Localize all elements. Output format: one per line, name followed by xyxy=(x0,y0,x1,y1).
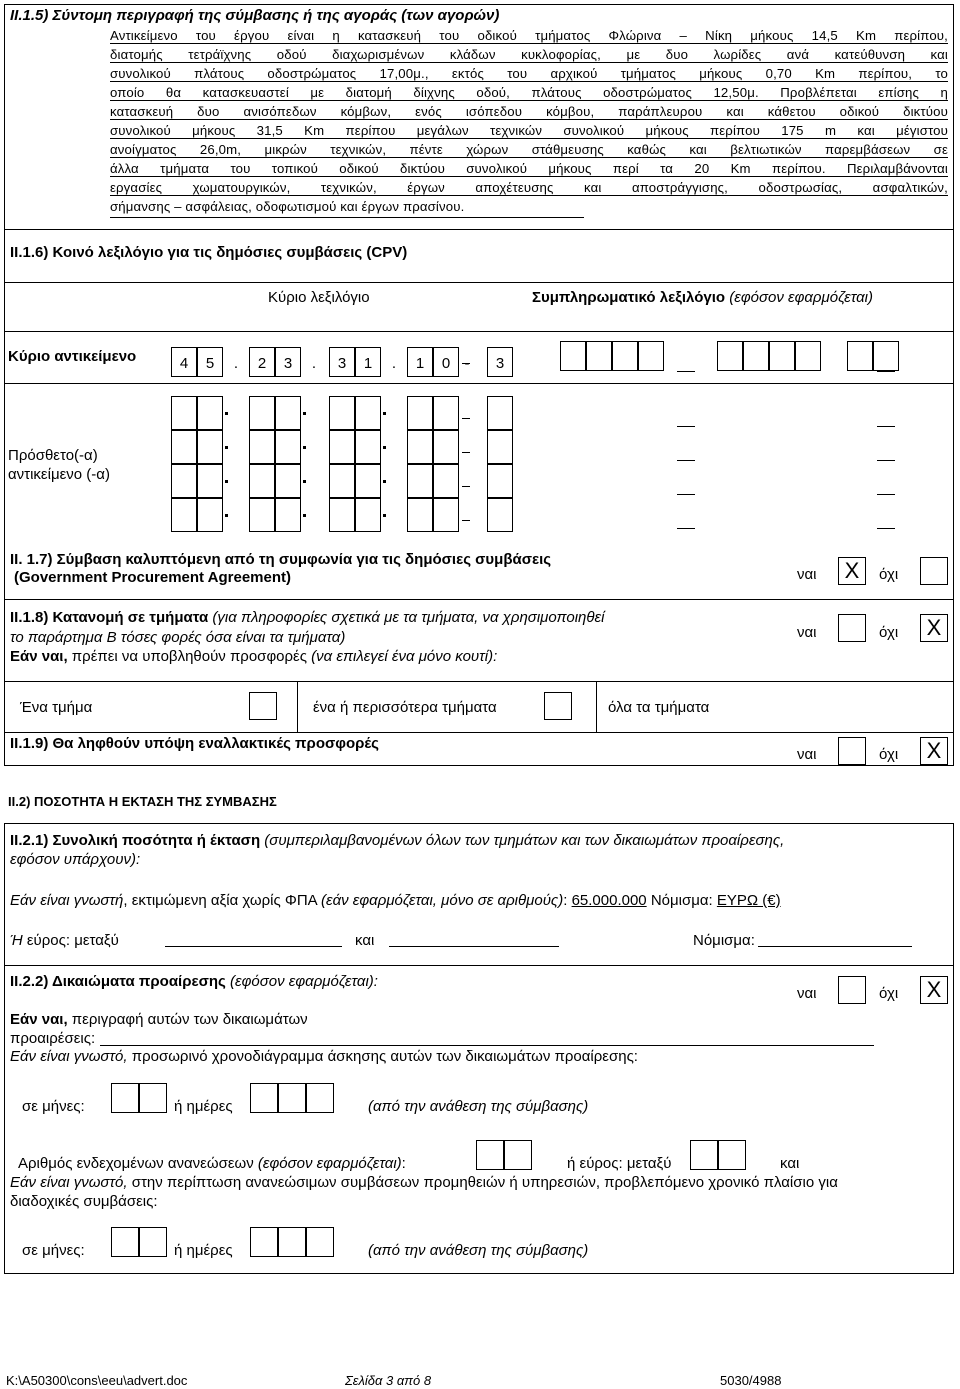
renewals-label: Αριθμός ενδεχομένων ανανεώσεων xyxy=(18,1155,258,1172)
or-days-label: ή ημέρες xyxy=(174,1098,233,1115)
supp-cpv-box[interactable] xyxy=(769,341,795,371)
section-title-ii-1-9: ΙΙ.1.9) Θα ληφθούν υπόψη εναλλακτικές προσφορές xyxy=(10,735,379,752)
no-label: όχι xyxy=(879,566,899,583)
months-box-1[interactable] xyxy=(111,1227,139,1257)
variants-yes-checkbox[interactable] xyxy=(838,737,866,765)
divider xyxy=(4,599,954,600)
section-title-ii-1-5: ΙΙ.1.5) Σύντομη περιγραφή της σύμβασης ή της αγοράς (των αγορών) xyxy=(10,7,500,24)
currency-value: ΕΥΡΩ (€) xyxy=(716,892,781,909)
estimated-value-note: (εάν εφαρμόζεται, μόνο σε αριθμούς) xyxy=(321,892,564,909)
section-ii-2-1-line1 xyxy=(10,832,784,849)
cpv-dash xyxy=(677,460,695,461)
section-title-ii-1-8: ΙΙ.1.8) Κατανομή σε τμήματα xyxy=(10,609,209,626)
additional-cpv-box[interactable] xyxy=(197,464,223,498)
section-ii-1-8-line3 xyxy=(10,648,497,665)
if-known-label: Εάν είναι γνωστό, xyxy=(10,1048,128,1065)
one-or-more-lots-label: ένα ή περισσότερα τμήματα xyxy=(313,699,497,716)
additional-cpv-box[interactable] xyxy=(171,464,197,498)
divider xyxy=(4,229,954,230)
months-box-2[interactable] xyxy=(139,1083,167,1113)
additional-cpv-box[interactable] xyxy=(487,430,513,464)
yes-label: ναι xyxy=(797,624,817,641)
months-label: σε μήνες: xyxy=(22,1242,85,1259)
days-box-2[interactable] xyxy=(278,1227,306,1257)
cpv-digit: 4 xyxy=(179,355,189,372)
days-box-3[interactable] xyxy=(306,1083,334,1113)
underline xyxy=(110,119,948,120)
cpv-digit: . xyxy=(233,355,239,372)
main-object-label: Κύριο αντικείμενο xyxy=(8,348,137,365)
additional-object-label-1: Πρόσθετο(-α) xyxy=(8,447,98,464)
additional-cpv-box[interactable] xyxy=(433,464,459,498)
one-or-more-lots-checkbox[interactable] xyxy=(544,692,572,720)
gpa-no-checkbox[interactable] xyxy=(920,557,948,585)
section-title-ii-1-6: ΙΙ.1.6) Κοινό λεξιλόγιο για τις δημόσιες συμβάσεις (CPV) xyxy=(10,244,408,261)
cpv-digit: 3 xyxy=(283,355,293,372)
underline xyxy=(110,217,584,218)
additional-cpv-box[interactable] xyxy=(355,464,381,498)
lots-col-divider xyxy=(596,681,597,733)
additional-cpv-box[interactable] xyxy=(433,498,459,532)
months-box-1[interactable] xyxy=(111,1083,139,1113)
section-ii-2-2-line1 xyxy=(10,973,378,990)
cpv-digit: . xyxy=(391,355,397,372)
and-label: και xyxy=(780,1155,800,1172)
range-box-2[interactable] xyxy=(718,1140,746,1170)
underline xyxy=(110,138,948,139)
supp-cpv-box[interactable] xyxy=(847,341,873,371)
range-to-field[interactable] xyxy=(389,946,559,947)
description-line: κατασκευή δυο ανισόπεδων κόμβων, ενός ισόπεδου κόμβου, παράπλευρου και κάθετου οδικού δικτύου xyxy=(110,104,948,119)
hyphen xyxy=(462,363,470,364)
section-title-ii-2-1: ΙΙ.2.1) Συνολική ποσότητα ή έκταση xyxy=(10,832,261,849)
main-vocab-header: Κύριο λεξιλόγιο xyxy=(268,289,370,306)
one-lot-label: Ένα τμήμα xyxy=(20,699,93,716)
if-known-label: Εάν είναι γνωστό, xyxy=(10,1174,128,1191)
currency-field[interactable] xyxy=(758,946,912,947)
no-label: όχι xyxy=(879,985,899,1002)
all-lots-label: όλα τα τμήματα xyxy=(608,699,710,716)
dot xyxy=(383,408,386,415)
one-lot-checkbox[interactable] xyxy=(249,692,277,720)
dot xyxy=(303,408,306,415)
additional-cpv-box[interactable] xyxy=(197,396,223,430)
cpv-dash xyxy=(677,494,695,495)
additional-cpv-box[interactable] xyxy=(355,498,381,532)
or-days-label: ή ημέρες xyxy=(174,1242,233,1259)
additional-cpv-box[interactable] xyxy=(171,430,197,464)
options-description-label: περιγραφή αυτών των δικαιωμάτων xyxy=(67,1011,308,1028)
additional-cpv-box[interactable] xyxy=(487,498,513,532)
supp-cpv-box[interactable] xyxy=(638,341,664,371)
cpv-digit: - xyxy=(464,355,470,372)
additional-cpv-box[interactable] xyxy=(487,464,513,498)
description-line: σήμανσης – ασφάλειας, οδοφωτισμού και έργων πρασίνου. xyxy=(110,199,465,214)
underline xyxy=(110,176,948,177)
gpa-yes-checkbox[interactable]: X xyxy=(838,557,866,585)
additional-cpv-box[interactable] xyxy=(275,498,301,532)
additional-cpv-box[interactable] xyxy=(249,396,275,430)
footer-path: K:\A50300\cons\eeu\advert.doc xyxy=(6,1373,188,1388)
days-box-2[interactable] xyxy=(278,1083,306,1113)
supp-vocab-note: (εφόσον εφαρμόζεται) xyxy=(729,289,873,306)
hyphen xyxy=(462,418,470,419)
months-label: σε μήνες: xyxy=(22,1098,85,1115)
range-box-1[interactable] xyxy=(690,1140,718,1170)
total-quantity-note: (συμπεριλαμβανομένων όλων των τμημάτων και των δικαιωμάτων προαίρεσης, xyxy=(264,832,785,849)
additional-object-label-2: αντικείμενο (-α) xyxy=(8,466,110,483)
successive-contracts-label-2: διαδοχικές συμβάσεις: xyxy=(10,1193,158,1210)
hyphen xyxy=(462,486,470,487)
dot xyxy=(303,510,306,517)
additional-cpv-box[interactable] xyxy=(171,396,197,430)
additional-cpv-box[interactable] xyxy=(407,498,433,532)
options-label: προαιρέσεις: xyxy=(10,1030,96,1047)
days-box-1[interactable] xyxy=(250,1083,278,1113)
cpv-digit: 1 xyxy=(363,355,373,372)
additional-cpv-box[interactable] xyxy=(407,464,433,498)
yes-label: ναι xyxy=(797,566,817,583)
options-timetable-label: προσωρινό χρονοδιάγραμμα άσκησης αυτών των δικαιωμάτων προαίρεσης: xyxy=(127,1048,638,1065)
cpv-digit: 0 xyxy=(441,355,451,372)
additional-cpv-box[interactable] xyxy=(329,498,355,532)
dot xyxy=(225,442,228,449)
additional-cpv-box[interactable] xyxy=(355,396,381,430)
cpv-dash xyxy=(677,371,695,372)
section-title-ii-2: ΙΙ.2) ΠΟΣΟΤΗΤΑ Η ΕΚΤΑΣΗ ΤΗΣ ΣΥΜΒΑΣΗΣ xyxy=(8,794,277,809)
additional-cpv-box[interactable] xyxy=(433,430,459,464)
options-note: (εφόσον εφαρμόζεται): xyxy=(230,973,378,990)
section-title-ii-2-2: ΙΙ.2.2) Δικαιώματα προαίρεσης xyxy=(10,973,226,990)
if-known-label: Εάν είναι γνωστή xyxy=(10,892,124,909)
successive-contracts-line xyxy=(10,1174,838,1191)
supp-cpv-box[interactable] xyxy=(586,341,612,371)
supp-cpv-box[interactable] xyxy=(795,341,821,371)
from-award-label: (από την ανάθεση της σύμβασης) xyxy=(368,1098,589,1115)
dot xyxy=(383,442,386,449)
additional-cpv-box[interactable] xyxy=(171,498,197,532)
additional-cpv-box[interactable] xyxy=(487,396,513,430)
section-title-ii-1-7-gpa: (Government Procurement Agreement) xyxy=(14,569,292,586)
options-description-line xyxy=(10,1011,308,1028)
supp-cpv-box[interactable] xyxy=(743,341,769,371)
underline xyxy=(110,100,948,101)
description-line: συνολικού μήκους 31,5 Km περίπου μεγάλων τεχνικών συνολικού μήκους περίπου 175 m και μέγιστου xyxy=(110,123,948,138)
dot xyxy=(225,408,228,415)
dot xyxy=(303,442,306,449)
hyphen xyxy=(462,452,470,453)
if-yes-rest: πρέπει να υποβληθούν προσφορές xyxy=(67,648,307,665)
no-label: όχι xyxy=(879,624,899,641)
additional-cpv-box[interactable] xyxy=(249,498,275,532)
total-quantity-note-2: εφόσον υπάρχουν): xyxy=(10,851,141,868)
estimated-value-label: , εκτιμώμενη αξία χωρίς ΦΠΑ xyxy=(123,892,321,909)
additional-cpv-box[interactable] xyxy=(433,396,459,430)
cpv-header-divider xyxy=(4,331,954,332)
description-line: οποίο θα κατασκευαστεί με διατομή δίιχνης οδού, πλάτους οδοστρώματος 12,50μ. Προβλέπεται επίσης η xyxy=(110,85,948,100)
dot xyxy=(383,510,386,517)
additional-cpv-box[interactable] xyxy=(407,430,433,464)
hyphen xyxy=(462,520,470,521)
additional-cpv-box[interactable] xyxy=(407,396,433,430)
cpv-dash xyxy=(877,426,895,427)
cpv-digit: 3 xyxy=(337,355,347,372)
description-line: διατομής τετράϊχνης οδού διαχωρισμένων κλάδων κυκλοφορίας, με δυο λωρίδες ανά κατεύθυνση και xyxy=(110,47,948,62)
underline xyxy=(110,157,948,158)
lots-no-checkbox[interactable]: X xyxy=(920,614,948,642)
description-line: άλλα τμήματα του τοπικού οδικού δικτύου συνολικού μήκους περί τα 20 Km περίπου. Περιλαμβάνονται xyxy=(110,161,948,176)
currency-label-2: Νόμισμα: xyxy=(693,932,755,949)
lots-note-1: (για πληροφορίες σχετικά με τα τμήματα, να χρησιμοποιηθεί xyxy=(212,609,605,626)
description-line: εργασίες χωματουργικών, τεχνικών, έργων αποχέτευσης και αποστράγγισης, οδοστρωσίας, ασφαλτικών, xyxy=(110,180,948,195)
cpv-dash xyxy=(877,460,895,461)
underline xyxy=(110,62,948,63)
cpv-digit: . xyxy=(311,355,317,372)
days-box-3[interactable] xyxy=(306,1227,334,1257)
footer-ref: 5030/4988 xyxy=(720,1373,782,1388)
range-label: εύρος: μεταξύ xyxy=(22,932,119,949)
additional-cpv-box[interactable] xyxy=(275,464,301,498)
dot xyxy=(225,476,228,483)
additional-cpv-box[interactable] xyxy=(249,430,275,464)
additional-cpv-box[interactable] xyxy=(329,464,355,498)
supp-cpv-box[interactable] xyxy=(560,341,586,371)
underline xyxy=(110,43,948,44)
additional-cpv-box[interactable] xyxy=(329,396,355,430)
estimated-value: 65.000.000 xyxy=(571,892,647,909)
cpv-digit: 2 xyxy=(257,355,267,372)
range-line xyxy=(10,932,119,949)
section-title-ii-1-7: ΙΙ. 1.7) Σύμβαση καλυπτόμενη από τη συμφωνία για τις δημόσιες συμβάσεις xyxy=(10,551,552,568)
options-no-checkbox[interactable]: X xyxy=(920,976,948,1004)
days-box-1[interactable] xyxy=(250,1227,278,1257)
yes-label: ναι xyxy=(797,746,817,763)
cpv-digit: 1 xyxy=(415,355,425,372)
footer-page: Σελίδα 3 από 8 xyxy=(345,1373,432,1388)
options-timetable-line xyxy=(10,1048,638,1065)
dot xyxy=(225,510,228,517)
supp-vocab-label: Συμπληρωματικό λεξιλόγιο xyxy=(532,289,726,306)
colon: : xyxy=(563,892,572,909)
cpv-dash xyxy=(877,371,895,372)
dot xyxy=(383,476,386,483)
additional-cpv-box[interactable] xyxy=(197,430,223,464)
variants-no-checkbox[interactable]: X xyxy=(920,737,948,765)
underline xyxy=(110,195,948,196)
lots-note-2: το παράρτημα Β τόσες φορές όσα είναι τα τμήματα) xyxy=(10,629,346,646)
additional-cpv-box[interactable] xyxy=(329,430,355,464)
estimated-value-line xyxy=(10,892,781,909)
cpv-dash xyxy=(877,494,895,495)
currency-label: Νόμισμα: xyxy=(650,892,713,909)
section-ii-1-8-line1 xyxy=(10,609,604,626)
options-description-field[interactable] xyxy=(100,1045,874,1046)
additional-cpv-box[interactable] xyxy=(355,430,381,464)
supp-cpv-box[interactable] xyxy=(717,341,743,371)
months-box-2[interactable] xyxy=(139,1227,167,1257)
supp-cpv-box[interactable] xyxy=(612,341,638,371)
or-label: Ή xyxy=(10,932,23,949)
divider xyxy=(4,965,954,966)
cpv-dash xyxy=(677,426,695,427)
additional-cpv-box[interactable] xyxy=(197,498,223,532)
no-label: όχι xyxy=(879,746,899,763)
additional-cpv-box[interactable] xyxy=(275,396,301,430)
renewals-note: (εφόσον εφαρμόζεται) xyxy=(257,1155,402,1172)
cpv-digit: 3 xyxy=(495,355,505,372)
cpv-table xyxy=(4,282,954,548)
description-line: συνολικού πλάτους οδοστρώματος 17,00μ., εκτός του αρχικού τμήματος μήκους 0,70 Km περίπου, το xyxy=(110,66,948,81)
cpv-dash xyxy=(677,528,695,529)
options-yes-checkbox[interactable] xyxy=(838,976,866,1004)
cpv-digit: 5 xyxy=(205,355,215,372)
additional-cpv-box[interactable] xyxy=(275,430,301,464)
cpv-dash xyxy=(877,528,895,529)
dot xyxy=(303,476,306,483)
description-line: ανοίγματος 26,0m, μικρών τεχνικών, πέντε χώρων στάθμευσης καθώς και βελτιωτικών παρεμβάσεων σε xyxy=(110,142,948,157)
description-line: Αντικείμενο του έργου είναι η κατασκευή του οδικού τμήματος Φλώρινα – Νίκη μήκους 14,5 Km περίπου, xyxy=(110,28,948,43)
additional-cpv-box[interactable] xyxy=(249,464,275,498)
yes-label: ναι xyxy=(797,985,817,1002)
cpv-row-divider xyxy=(4,383,954,384)
supp-cpv-box[interactable] xyxy=(873,341,899,371)
colon: : xyxy=(401,1155,406,1172)
renewals-box-2[interactable] xyxy=(504,1140,532,1170)
renewals-line xyxy=(18,1155,406,1172)
renewals-box-1[interactable] xyxy=(476,1140,504,1170)
and-label: και xyxy=(355,932,375,949)
if-yes-label: Εάν ναι, xyxy=(10,1011,68,1028)
range-label: ή εύρος: μεταξύ xyxy=(567,1155,672,1172)
lots-yes-checkbox[interactable] xyxy=(838,614,866,642)
underline xyxy=(110,81,948,82)
lots-col-divider xyxy=(297,681,298,733)
successive-contracts-label: στην περίπτωση ανανεώσιμων συμβάσεων προμηθειών ή υπηρεσιών, προβλεπόμενο χρονικό πλαίσιο για xyxy=(127,1174,838,1191)
range-from-field[interactable] xyxy=(165,946,342,947)
if-yes-note: (να επιλεγεί ένα μόνο κουτί): xyxy=(306,648,498,665)
if-yes-label: Εάν ναι, xyxy=(10,648,68,665)
from-award-label: (από την ανάθεση της σύμβασης) xyxy=(368,1242,589,1259)
supp-vocab-header xyxy=(532,289,873,306)
